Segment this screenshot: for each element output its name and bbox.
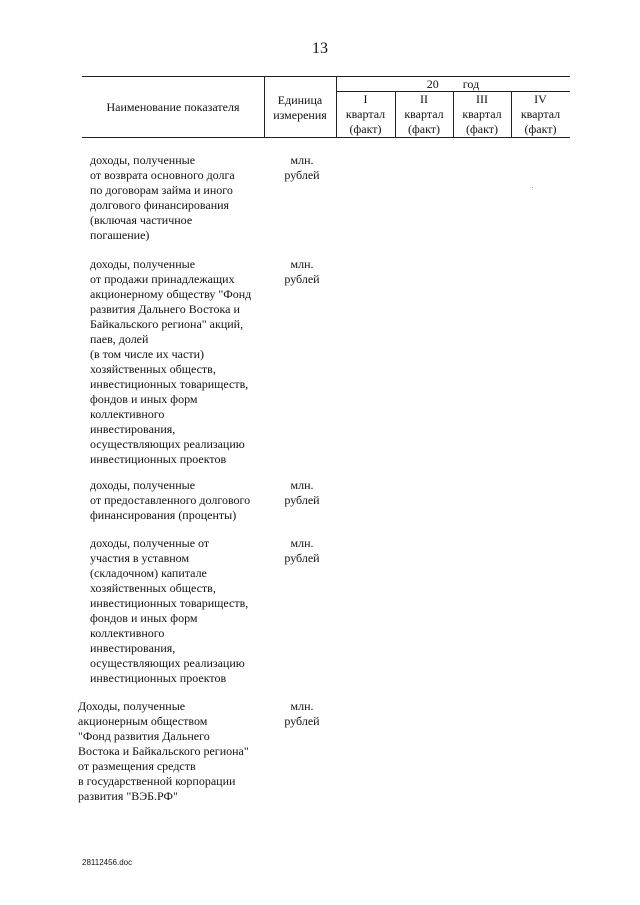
quarter-status: (факт) bbox=[524, 122, 557, 136]
column-header-unit: Единица измерения bbox=[273, 93, 327, 122]
quarter-status: (факт) bbox=[349, 122, 382, 136]
quarter-label: квартал bbox=[520, 107, 561, 121]
column-header-q4 bbox=[511, 92, 570, 137]
quarter-label: квартал bbox=[404, 107, 444, 121]
row-indicator-name: доходы, полученные от участия в уставном (складочном) капитале хозяйственных обществ, инвестиционных товариществ, фондов и иных форм коллективного инвестирования, осуществляющих реализацию инвестиционных проектов bbox=[90, 536, 249, 685]
row-unit: млн. рублей bbox=[284, 257, 320, 286]
row-unit: млн. рублей bbox=[284, 478, 320, 507]
quarter-status: (факт) bbox=[465, 122, 498, 136]
column-header-name: Наименование показателя bbox=[106, 100, 240, 114]
quarter-roman: IV bbox=[534, 92, 547, 106]
row-indicator-name: Доходы, полученные акционерным обществом "Фонд развития Дальнего Востока и Байкальского региона" от размещения средств в государственной корпорации развития "ВЭБ.РФ" bbox=[78, 699, 249, 803]
row-indicator-name: доходы, полученные от возврата основного долга по договорам займа и иного долгового финансирования (включая частичное погашение) bbox=[90, 153, 235, 242]
row-unit: млн. рублей bbox=[284, 153, 320, 182]
year-prefix: 20 bbox=[426, 77, 439, 91]
quarter-label: квартал bbox=[345, 107, 386, 121]
row-unit: млн. рублей bbox=[284, 699, 320, 728]
quarter-status: (факт) bbox=[407, 122, 440, 136]
scan-speck bbox=[532, 187, 533, 188]
quarter-roman: III bbox=[476, 92, 488, 106]
column-header-q3 bbox=[453, 92, 511, 137]
column-header-year bbox=[336, 77, 570, 92]
column-header-q1 bbox=[336, 92, 395, 137]
row-unit: млн. рублей bbox=[284, 536, 320, 565]
row-indicator-name: доходы, полученные от предоставленного долгового финансирования (проценты) bbox=[90, 478, 251, 522]
quarter-label: квартал bbox=[462, 107, 502, 121]
quarter-roman: II bbox=[420, 92, 428, 106]
column-header-q2 bbox=[395, 92, 453, 137]
quarter-roman: I bbox=[363, 92, 368, 106]
row-indicator-name: доходы, полученные от продажи принадлежащих акционерному обществу "Фонд развития Дальнего Востока и Байкальского региона" акций, паев, долей (в том числе их части) хозяйственных обществ, инвестиционных товариществ, фондов и иных форм коллективного инвестирования, осуществляющих реализацию инвестиционных проектов bbox=[90, 257, 252, 466]
header-bottom-rule bbox=[82, 137, 570, 138]
footer-filename: 28112456.doc bbox=[82, 858, 133, 867]
page-number: 13 bbox=[312, 40, 328, 57]
year-suffix: год bbox=[462, 77, 480, 91]
